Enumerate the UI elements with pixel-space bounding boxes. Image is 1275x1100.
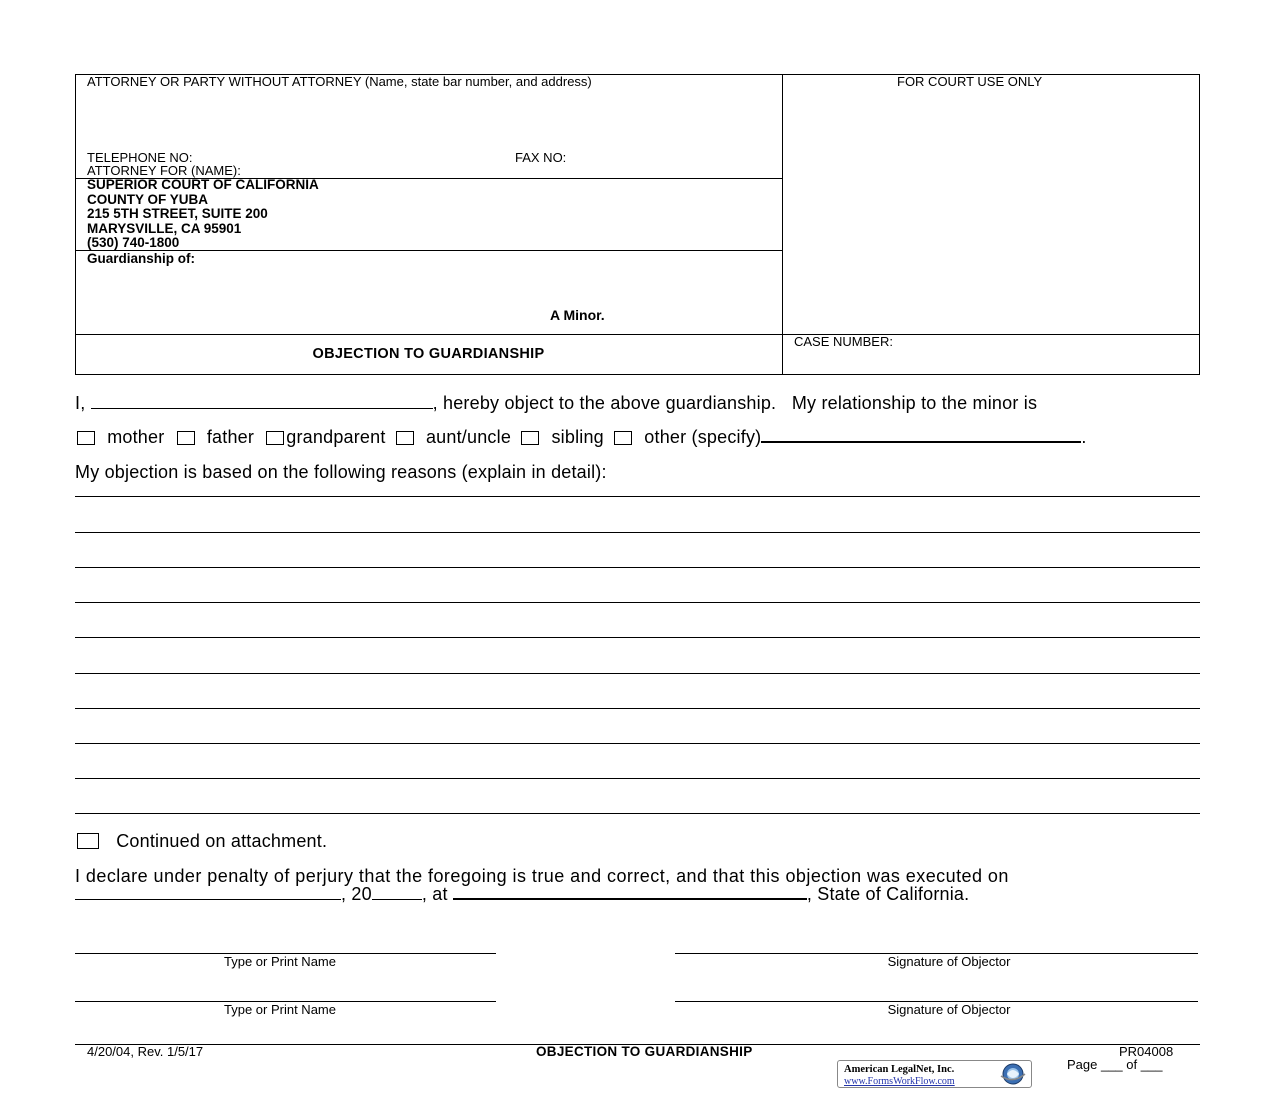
reason-line bbox=[75, 708, 1200, 709]
aunt-uncle-checkbox[interactable] bbox=[396, 431, 414, 445]
reason-line bbox=[75, 813, 1200, 814]
other-specify-field[interactable] bbox=[761, 427, 1081, 443]
minor-label: A Minor. bbox=[550, 307, 605, 323]
father-checkbox[interactable] bbox=[177, 431, 195, 445]
court-line-name: SUPERIOR COURT OF CALIFORNIA bbox=[87, 177, 319, 192]
declaration-year-prefix: , 20 bbox=[341, 884, 372, 904]
globe-icon bbox=[998, 1062, 1028, 1086]
footer-title: OBJECTION TO GUARDIANSHIP bbox=[536, 1044, 753, 1059]
court-use-label: FOR COURT USE ONLY bbox=[897, 74, 1043, 89]
grandparent-label: grandparent bbox=[286, 427, 386, 447]
end-period: . bbox=[1081, 427, 1087, 447]
vendor-url: www.FormsWorkFlow.com bbox=[844, 1076, 955, 1087]
intro-line bbox=[75, 392, 1037, 414]
execution-place-field[interactable] bbox=[453, 884, 807, 900]
print-name-label-1: Type or Print Name bbox=[224, 954, 336, 969]
court-line-county: COUNTY OF YUBA bbox=[87, 191, 209, 207]
intro-suffix: , hereby object to the above guardianship. My relationship to the minor is bbox=[432, 393, 1038, 413]
other-label: other (specify) bbox=[644, 427, 762, 447]
court-address-block bbox=[87, 178, 319, 251]
reason-line bbox=[75, 602, 1200, 603]
attorney-info-field[interactable] bbox=[86, 94, 776, 146]
court-line-street: 215 5TH STREET, SUITE 200 bbox=[87, 206, 268, 222]
print-name-label-2: Type or Print Name bbox=[224, 1002, 336, 1017]
attorney-for-label: ATTORNEY FOR (NAME): bbox=[87, 163, 241, 178]
sibling-checkbox[interactable] bbox=[521, 431, 539, 445]
declaration-at: , at bbox=[421, 884, 448, 904]
case-number-field[interactable] bbox=[794, 350, 1189, 370]
intro-prefix: I, bbox=[75, 393, 86, 413]
caption-divider-vertical bbox=[782, 74, 783, 375]
attorney-label: ATTORNEY OR PARTY WITHOUT ATTORNEY (Name, state bar number, and address) bbox=[87, 74, 592, 89]
reason-line bbox=[75, 567, 1200, 568]
mother-checkbox[interactable] bbox=[77, 431, 95, 445]
footer-page: Page ___ of ___ bbox=[1067, 1057, 1163, 1072]
footer-revision: 4/20/04, Rev. 1/5/17 bbox=[87, 1044, 204, 1059]
other-checkbox[interactable] bbox=[614, 431, 632, 445]
signature-label-2: Signature of Objector bbox=[887, 1002, 1011, 1017]
telephone-label: TELEPHONE NO: bbox=[87, 150, 193, 165]
fax-field[interactable] bbox=[585, 150, 775, 164]
minor-name-field[interactable] bbox=[120, 272, 720, 302]
relationship-row bbox=[77, 427, 1087, 448]
footer-form-number: PR04008 bbox=[1119, 1044, 1174, 1059]
grandparent-checkbox[interactable] bbox=[266, 431, 284, 445]
vendor-name: American LegalNet, Inc. bbox=[844, 1064, 955, 1075]
caption-divider-title bbox=[75, 334, 1200, 335]
reason-line bbox=[75, 743, 1200, 744]
telephone-field[interactable] bbox=[225, 150, 505, 164]
execution-year-field[interactable] bbox=[372, 885, 422, 900]
reason-line bbox=[75, 673, 1200, 674]
reason-line bbox=[75, 778, 1200, 779]
objector-name-field[interactable] bbox=[91, 392, 433, 409]
execution-date-field[interactable] bbox=[75, 885, 341, 900]
mother-label: mother bbox=[107, 427, 165, 447]
declaration-state: , State of California. bbox=[806, 884, 970, 904]
guardianship-label: Guardianship of: bbox=[87, 251, 195, 266]
declaration-line2 bbox=[75, 884, 969, 905]
reason-line bbox=[75, 637, 1200, 638]
court-line-phone: (530) 740-1800 bbox=[87, 235, 180, 251]
father-label: father bbox=[206, 427, 255, 447]
vendor-badge[interactable] bbox=[837, 1060, 1032, 1088]
reasons-label: My objection is based on the following reasons (explain in detail): bbox=[75, 462, 607, 482]
reasons-field[interactable] bbox=[75, 485, 1200, 815]
case-number-label: CASE NUMBER: bbox=[794, 334, 893, 349]
signature-label-1: Signature of Objector bbox=[887, 954, 1011, 969]
reason-line bbox=[75, 532, 1200, 533]
fax-label: FAX NO: bbox=[515, 150, 567, 165]
aunt-uncle-label: aunt/uncle bbox=[425, 427, 512, 447]
sibling-label: sibling bbox=[551, 427, 604, 447]
continued-checkbox[interactable] bbox=[77, 833, 99, 849]
reason-line bbox=[75, 496, 1200, 497]
form-title: OBJECTION TO GUARDIANSHIP bbox=[312, 346, 545, 362]
declaration-line1: I declare under penalty of perjury that the foregoing is true and correct, and that this objection was executed on bbox=[75, 866, 1009, 886]
court-line-city: MARYSVILLE, CA 95901 bbox=[87, 220, 242, 236]
continued-label: Continued on attachment. bbox=[116, 831, 328, 851]
attorney-for-field[interactable] bbox=[295, 163, 775, 177]
continued-row bbox=[77, 831, 327, 852]
